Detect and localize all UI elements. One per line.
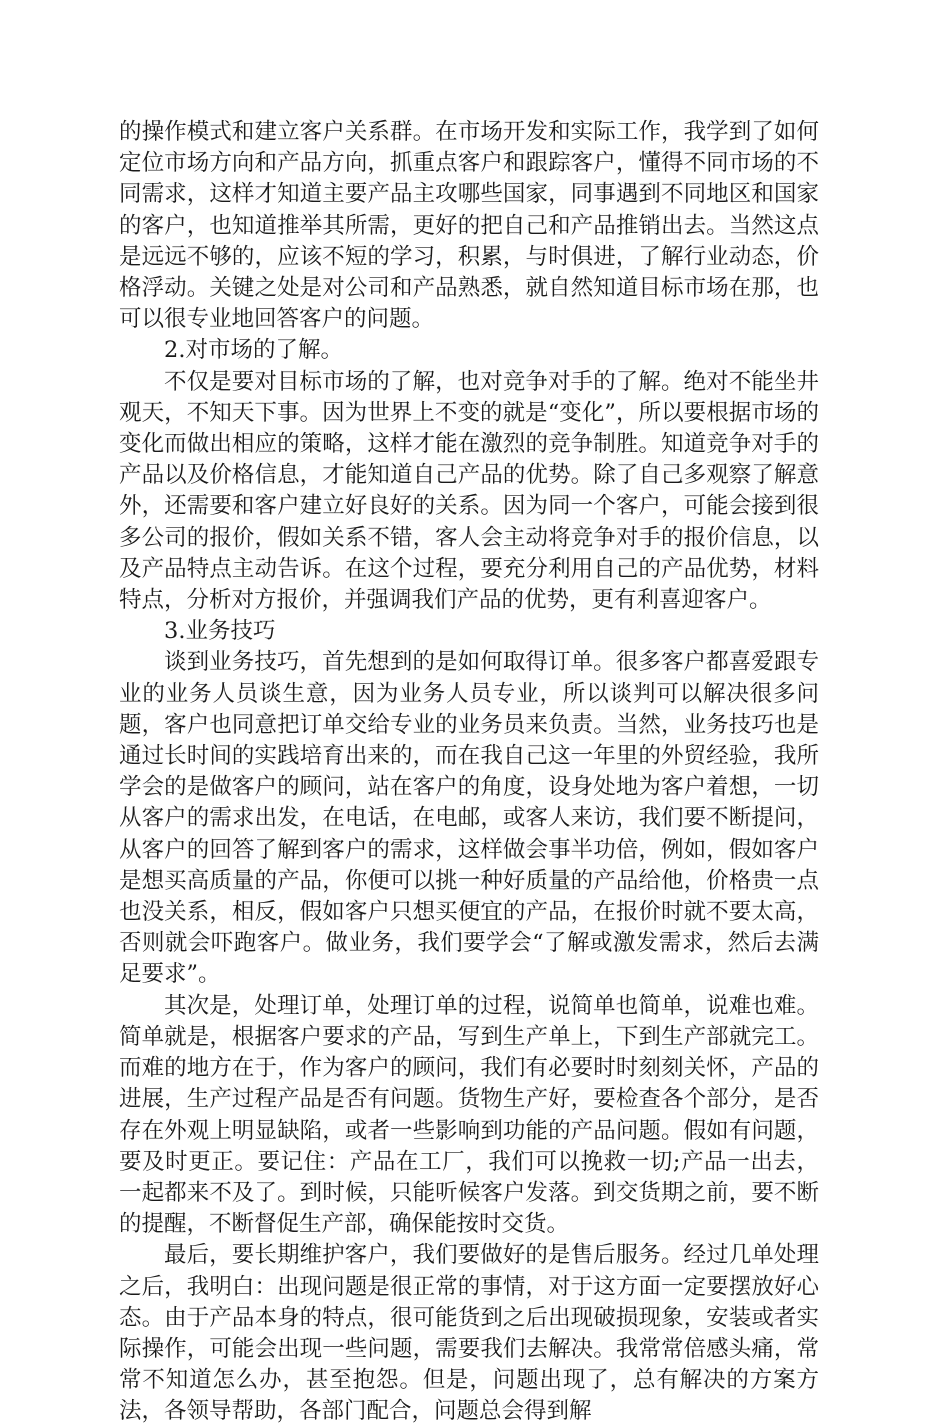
paragraph-4: 其次是，处理订单，处理订单的过程，说简单也简单，说难也难。简单就是，根据客户要求的产品，写到生产单上，下到生产部就完工。而难的地方在于，作为客户的顾问，我们有必要时时刻刻关怀，产品的进展，生产过程产品是否有问题。货物生产好，要检查各个部分，是否存在外观上明显缺陷，或者一些影响到功能的产品问题。假如有问题，要及时更正。要记住：产品在工厂，我们可以挽救一切;产品一出去，一起都来不及了。到时候，只能听候客户发落。到交货期之前，要不断的提醒，不断督促生产部，确保能按时交货。 xyxy=(119,992,819,1238)
document-page xyxy=(119,117,819,1428)
section-heading-market: 2.对市场的了解。 xyxy=(164,337,343,364)
paragraph-3: 谈到业务技巧，首先想到的是如何取得订单。很多客户都喜爱跟专业的业务人员谈生意，因为业务人员专业，所以谈判可以解决很多问题，客户也同意把订单交给专业的业务员来负责。当然，业务技巧也是通过长时间的实践培育出来的，而在我自己这一年里的外贸经验，我所学会的是做客户的顾问，站在客户的角度，设身处地为客户着想，一切从客户的需求出发，在电话，在电邮，或客人来访，我们要不断提问，从客户的回答了解到客户的需求，这样做会事半功倍，例如，假如客户是想买高质量的产品，你便可以挑一种好质量的产品给他，价格贵一点也没关系，相反，假如客户只想买便宜的产品，在报价时就不要太高，否则就会吓跑客户。做业务，我们要学会“了解或激发需求，然后去满足要求”。 xyxy=(119,649,819,988)
paragraph-1: 的操作模式和建立客户关系群。在市场开发和实际工作，我学到了如何定位市场方向和产品方向，抓重点客户和跟踪客户，懂得不同市场的不同需求，这样才知道主要产品主攻哪些国家，同事遇到不同地区和国家的客户，也知道推举其所需，更好的把自己和产品推销出去。当然这点是远远不够的，应该不短的学习，积累，与时俱进，了解行业动态，价格浮动。关键之处是对公司和产品熟悉，就自然知道目标市场在那，也可以很专业地回答客户的问题。 xyxy=(119,119,819,333)
paragraph-2: 不仅是要对目标市场的了解，也对竞争对手的了解。绝对不能坐井观天，不知天下事。因为世界上不变的就是“变化”，所以要根据市场的变化而做出相应的策略，这样才能在激烈的竞争制胜。知道竞争对手的产品以及价格信息，才能知道自己产品的优势。除了自己多观察了解意外，还需要和客户建立好良好的关系。因为同一个客户，可能会接到很多公司的报价，假如关系不错，客人会主动将竞争对手的报价信息，以及产品特点主动告诉。在这个过程，要充分利用自己的产品优势，材料特点，分析对方报价，并强调我们产品的优势，更有利喜迎客户。 xyxy=(119,368,819,614)
section-heading-business-skills: 3.业务技巧 xyxy=(164,618,276,645)
paragraph-5: 最后，要长期维护客户，我们要做好的是售后服务。经过几单处理之后，我明白：出现问题是很正常的事情，对于这方面一定要摆放好心态。由于产品本身的特点，很可能货到之后出现破损现象，安装或者实际操作，可能会出现一些问题，需要我们去解决。我常常倍感头痛，常常不知道怎么办，甚至抱怨。但是，问题出现了，总有解决的方案方法，各领导帮助，各部门配合，问题总会得到解 xyxy=(119,1242,819,1425)
